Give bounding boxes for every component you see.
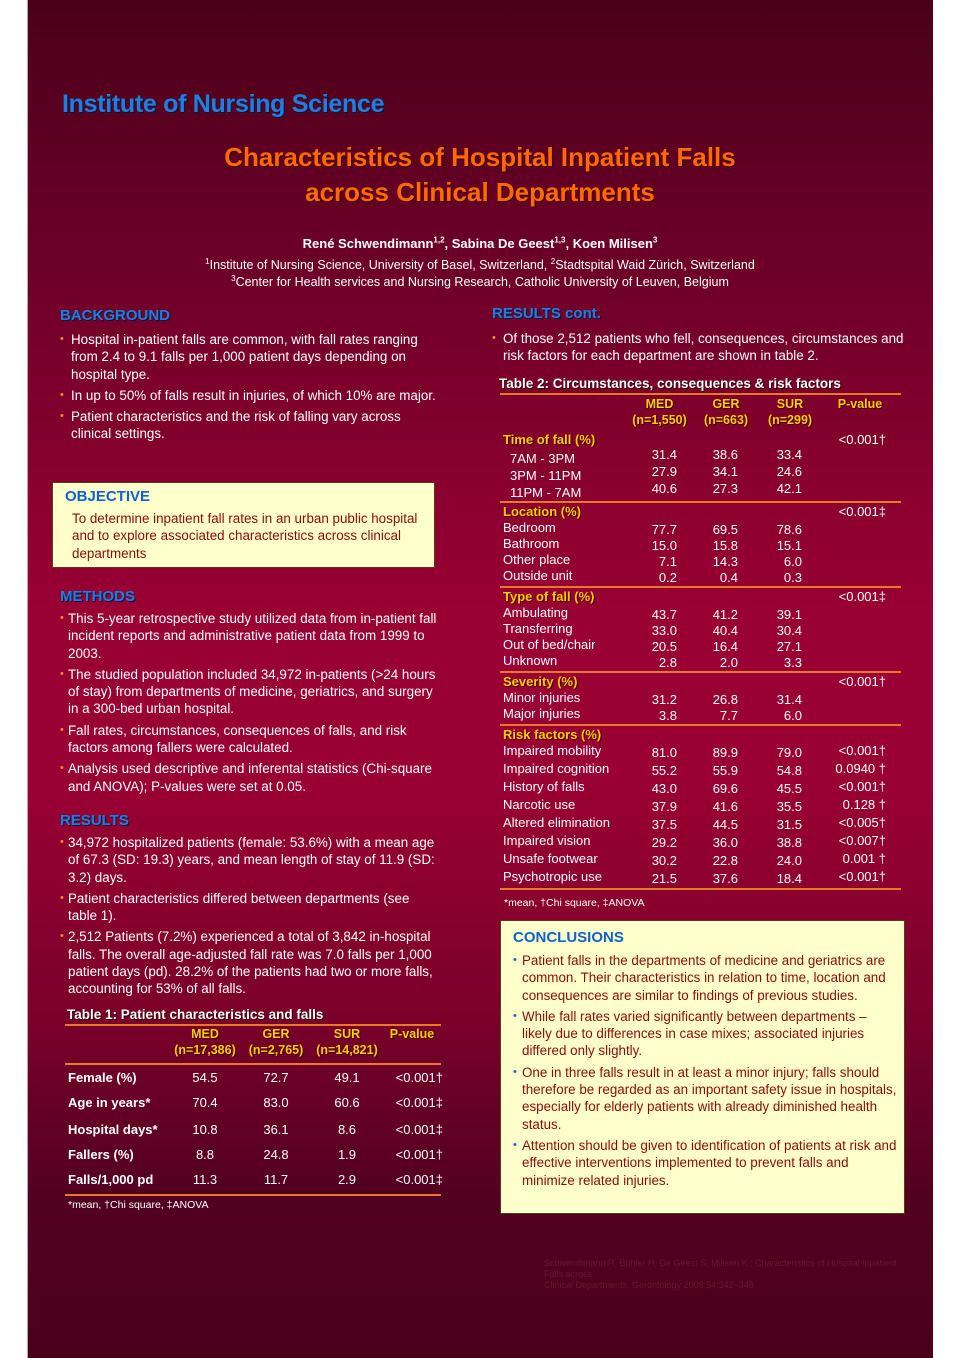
table-cell: 83.0 [263,1095,289,1110]
col-name: P-value [837,397,883,411]
table-cell: 39.1 [776,607,802,622]
row-label: Altered elimination [503,815,610,830]
table-row [500,743,901,761]
col-name: MED [645,397,674,411]
table-row [500,637,901,653]
table-cell: 38.6 [712,447,738,462]
table-row [65,1122,441,1142]
methods-section [60,588,445,799]
bullet-item: • Analysis used descriptive and inferental statistics (Chi-square and ANOVA); P-values were set at 0.05. [60,760,445,795]
citation-line-1: Schwendimann R, Bühler H, De Geest S, Milisen K.: Characteristics of Hospital Inpatient Falls across [544,1258,897,1279]
bullet-item: • This 5-year retrospective study utilized data from in-patient fall incident reports and administrative patient data from 1999 to 2003. [60,610,445,662]
bullet-item: • One in three falls result in at least a minor injury; falls should therefore be regarded as an important safety issue in hospitals, especially for elderly patients with already diminished health status. [513,1064,898,1133]
bullet-item: • Patient characteristics and the risk of falling vary across clinical settings. [60,408,440,443]
row-label: Unknown [503,653,558,668]
table2-caption: Table 2: Circumstances, consequences & risk factors [499,376,841,391]
section-title: Severity (%) [503,674,578,689]
row-label: Transferring [503,621,573,636]
p-value-cell: <0.001† [395,1070,443,1085]
table-cell: 24.8 [263,1147,289,1162]
table1-bottom-rule [65,1194,441,1196]
table1-col-header [165,1026,245,1058]
background-section [60,307,440,447]
p-value-cell: 0.001 † [842,851,886,866]
bullet-item: • Patient characteristics differed between departments (see table 1). [60,890,435,925]
table-cell: 36.1 [263,1122,289,1137]
table-cell: 6.0 [783,554,802,569]
results-section [60,812,435,1002]
p-value-cell: <0.001‡ [395,1122,443,1137]
row-label: Fallers (%) [68,1147,134,1162]
table-cell: 15.8 [712,538,738,553]
bullet-list [513,952,898,1193]
table-row [500,690,901,706]
row-label: Bedroom [503,520,556,535]
table-cell: 1.9 [337,1147,357,1162]
table-row [500,520,901,536]
table-cell: 54.5 [192,1070,218,1085]
table-row [65,1095,441,1115]
table2-col-header [758,396,822,428]
table1-caption: Table 1: Patient characteristics and falls [67,1007,324,1022]
row-label: Impaired vision [503,833,591,848]
col-name: P-value [389,1027,435,1041]
row-label: Falls/1,000 pd [68,1172,154,1187]
table-row [500,448,901,464]
table-cell: 6.0 [783,708,802,723]
table-cell: 31.5 [776,817,802,832]
col-n: (n=17,386) [174,1043,236,1057]
section-heading: CONCLUSIONS [513,929,624,946]
row-label: Age in years* [68,1095,151,1110]
section-title: Type of fall (%) [503,589,595,604]
table-cell: 42.1 [776,481,802,496]
table-cell: 10.8 [192,1122,218,1137]
p-value-cell: <0.001‡ [838,504,886,519]
table-cell: 41.2 [712,607,738,622]
table-cell: 33.0 [651,623,677,638]
table-cell: 3.8 [658,708,677,723]
table-cell: 27.1 [776,639,802,654]
objective-box [52,482,435,568]
col-n: (n=2,765) [248,1043,304,1057]
row-label: 3PM - 11PM [510,468,582,483]
affiliation-text: Stadtspital Waid Zürich, Switzerland [555,258,755,272]
table-cell: 21.5 [651,871,677,886]
author-name: René Schwendimann [302,236,434,251]
col-n: (n=1,550) [632,413,687,427]
table-row [65,1147,441,1167]
table2-top-rule [500,393,901,395]
table-row [500,851,901,869]
table-cell: 69.6 [712,781,738,796]
table-cell: 20.5 [651,639,677,654]
table-row [500,621,901,637]
row-label: 11PM - 7AM [510,485,582,500]
bullet-item: • Attention should be given to identification of patients at risk and effective interventions implemented to prevent falls and minimize related injuries. [513,1137,898,1189]
bullet-item: • Of those 2,512 patients who fell, consequences, circumstances and risk factors for each department are shown in table 2. [492,330,912,365]
p-value-cell: <0.001† [838,779,886,794]
conclusions-box [500,920,905,1214]
p-value-cell: 0.0940 † [835,761,886,776]
row-label: Minor injuries [503,690,581,705]
col-n: (n=299) [767,413,813,427]
table2-header [500,396,901,428]
table-cell: 81.0 [651,745,677,760]
table-cell: 31.4 [776,692,802,707]
table1-header [65,1026,441,1056]
title-line-2: across Clinical Departments [305,177,655,207]
table-cell: 55.2 [651,763,677,778]
bullet-item: • 2,512 Patients (7.2%) experienced a total of 3,842 in-hospital falls. The overall age-adjusted fall rate was 7.0 falls per 1,000 patient days (pd). 28.2% of the patients had two or more falls, accounting for 53% of all falls. [60,928,435,997]
table-cell: 70.4 [192,1095,218,1110]
affil-sup: 2 [550,256,556,266]
p-value-cell: <0.007† [838,833,886,848]
affil-sup: 3 [231,273,236,283]
bullet-item: • Hospital in-patient falls are common, with fall rates ranging from 2.4 to 9.1 falls per 1,000 patient days depending on hospital type. [60,331,440,383]
section-heading: METHODS [60,588,135,605]
results-cont-section [492,305,912,369]
col-n: (n=14,821) [316,1043,378,1057]
table-cell: 0.3 [783,570,802,585]
table-cell: 18.4 [776,871,802,886]
table-cell: 33.4 [776,447,802,462]
p-value-cell: <0.001‡ [395,1172,443,1187]
title-line-1: Characteristics of Hospital Inpatient Falls [224,142,736,172]
table-cell: 2.9 [337,1172,357,1187]
table-row [500,605,901,621]
bullet-item: • Fall rates, circumstances, consequences of falls, and risk factors among fallers were calculated. [60,722,445,757]
table-cell: 72.7 [263,1070,289,1085]
table-cell: 54.8 [776,763,802,778]
row-label: Ambulating [503,605,569,620]
table-row [500,815,901,833]
section-rule [500,501,901,503]
table-cell: 41.6 [712,799,738,814]
table-cell: 40.6 [651,481,677,496]
institute-name: Institute of Nursing Science [62,90,385,118]
affil-sup: 1 [205,256,210,266]
row-label: 7AM - 3PM [510,451,576,466]
row-label: Psychotropic use [503,869,602,884]
table2-col-header [830,396,890,412]
table-cell: 35.5 [776,799,802,814]
table-cell: 43.7 [651,607,677,622]
affiliation-text: Center for Health services and Nursing Research, Catholic University of Leuven, Belgium [235,275,729,289]
row-label: Outside unit [503,568,573,583]
bullet-item: • While fall rates varied significantly between departments – likely due to differences in case mixes; associated injuries differed only slightly. [513,1008,898,1060]
row-label: Unsafe footwear [503,851,598,866]
table-cell: 27.9 [651,464,677,479]
p-value-cell: <0.001† [838,674,886,689]
table-cell: 37.5 [651,817,677,832]
table-cell: 16.4 [712,639,738,654]
author-affil-sup: 1,3 [554,235,566,245]
table-row [500,779,901,797]
table-row [500,761,901,779]
table2-footnote: *mean, †Chi square, ‡ANOVA [504,897,645,909]
row-label: History of falls [503,779,585,794]
table1-col-header [307,1026,387,1058]
table-row [500,465,901,481]
table-row [500,482,901,498]
table-cell: 78.6 [776,522,802,537]
table-cell: 30.2 [651,853,677,868]
table-cell: 8.8 [195,1147,215,1162]
p-value-cell: <0.001† [395,1147,443,1162]
row-label: Major injuries [503,706,581,721]
author-list: René Schwendimann$^{1,2}$, Sabina De Geest$^{1,3}$, Koen Milisen$^3$ [302,235,658,251]
section-heading: RESULTS [60,812,129,829]
table-cell: 37.6 [712,871,738,886]
section-title: Risk factors (%) [503,727,602,742]
table-cell: 0.4 [719,570,738,585]
author-affil-sup: 1,2 [433,235,445,245]
table-row [500,536,901,552]
section-title: Time of fall (%) [503,432,596,447]
table2-col-header [622,396,697,428]
section-title: Location (%) [503,504,581,519]
bullet-item: • In up to 50% of falls result in injuries, of which 10% are major. [60,387,440,404]
affiliation-line-2 [0,274,960,291]
table-row [500,706,901,722]
table-row [65,1070,441,1090]
table-cell: 7.7 [719,708,738,723]
p-value-cell: 0.128 † [842,797,886,812]
section-rule [500,724,901,726]
col-n: (n=663) [703,413,749,427]
p-value-cell: <0.001† [838,743,886,758]
table-cell: 38.8 [776,835,802,850]
p-value-cell: <0.001‡ [395,1095,443,1110]
table-cell: 49.1 [334,1070,360,1085]
bullet-list [60,610,445,795]
affiliation-text: Institute of Nursing Science, University of Basel, Switzerland, [209,258,551,272]
section-heading: OBJECTIVE [65,488,151,505]
table-cell: 31.2 [651,692,677,707]
p-value-cell: <0.001† [838,432,886,447]
table-cell: 0.2 [658,570,677,585]
table-cell: 15.0 [651,538,677,553]
table2-bottom-rule [500,888,901,890]
section-heading: RESULTS cont. [492,305,601,322]
table-cell: 29.2 [651,835,677,850]
section-rule [500,586,901,588]
table-cell: 89.9 [712,745,738,760]
section-heading: BACKGROUND [60,307,170,324]
table-cell: 8.6 [337,1122,357,1137]
table2-col-header [694,396,758,428]
col-name: MED [191,1027,219,1041]
row-label: Hospital days* [68,1122,158,1137]
table-cell: 30.4 [776,623,802,638]
author-name: Koen Milisen [572,236,653,251]
table-cell: 14.3 [712,554,738,569]
affiliation-line-1 [0,257,960,274]
table-cell: 44.5 [712,817,738,832]
row-label: Bathroom [503,536,560,551]
table-cell: 79.0 [776,745,802,760]
table-cell: 2.8 [658,655,677,670]
table-cell: 11.7 [263,1172,289,1187]
table-cell: 60.6 [334,1095,360,1110]
bullet-item: • The studied population included 34,972 in-patients (>24 hours of stay) from departments of medicine, geriatrics, and surgery in a 300-bed urban hospital. [60,666,445,718]
p-value-cell: <0.001‡ [838,589,886,604]
table-cell: 26.8 [712,692,738,707]
table-cell: 2.0 [719,655,738,670]
objective-text: To determine inpatient fall rates in an urban public hospital and to explore associated characteristics across clinical departments [72,511,418,561]
p-value-cell: <0.001† [838,869,886,884]
table-cell: 24.0 [776,853,802,868]
section-rule [500,671,901,673]
bullet-item: • 34,972 hospitalized patients (female: 53.6%) with a mean age of 67.3 (SD: 19.3) years, and mean length of stay of 11.9 (SD: 3.2) days. [60,834,435,886]
table-row [500,552,901,568]
table-cell: 37.9 [651,799,677,814]
row-label: Impaired mobility [503,743,602,758]
table-cell: 69.5 [712,522,738,537]
author-affil-sup: 3 [652,235,658,245]
row-label: Narcotic use [503,797,576,812]
table-row [65,1172,441,1192]
row-label: Out of bed/chair [503,637,596,652]
table-cell: 36.0 [712,835,738,850]
col-name: SUR [333,1027,361,1041]
row-label: Other place [503,552,571,567]
citation-line-2: Clinical Departments. Gerontology 2008;54:342–348 [544,1280,754,1290]
table-cell: 15.1 [776,538,802,553]
bullet-list [60,834,435,998]
table-cell: 27.3 [712,481,738,496]
table1-header-rule [65,1063,441,1065]
table-cell: 40.4 [712,623,738,638]
table-row [500,653,901,669]
table-cell: 11.3 [192,1172,218,1187]
table1-col-header [240,1026,312,1058]
col-name: GER [712,397,740,411]
bullet-item: • Patient falls in the departments of medicine and geriatrics are common. Their characteristics in relation to time, location and consequences are similar to findings of previous studies. [513,952,898,1004]
table-cell: 45.5 [776,781,802,796]
row-label: Female (%) [68,1070,137,1085]
col-name: GER [262,1027,290,1041]
table-cell: 43.0 [651,781,677,796]
table1-col-header [381,1026,443,1042]
table-cell: 31.4 [651,447,677,462]
table-cell: 34.1 [712,464,738,479]
bullet-list [492,330,912,365]
col-name: SUR [776,397,804,411]
table1-footnote: *mean, †Chi square, ‡ANOVA [68,1199,209,1211]
table-cell: 22.8 [712,853,738,868]
bullet-list [60,331,440,443]
citation [544,1258,914,1291]
table-row [500,833,901,851]
author-name: Sabina De Geest [451,236,555,251]
poster-title [0,140,960,210]
table-cell: 3.3 [783,655,802,670]
table-cell: 55.9 [712,763,738,778]
p-value-cell: <0.005† [838,815,886,830]
table-row [500,797,901,815]
table-row [500,568,901,584]
table-cell: 7.1 [658,554,677,569]
table-row [500,869,901,887]
row-label: Impaired cognition [503,761,610,776]
table-cell: 24.6 [776,464,802,479]
table-cell: 77.7 [651,522,677,537]
